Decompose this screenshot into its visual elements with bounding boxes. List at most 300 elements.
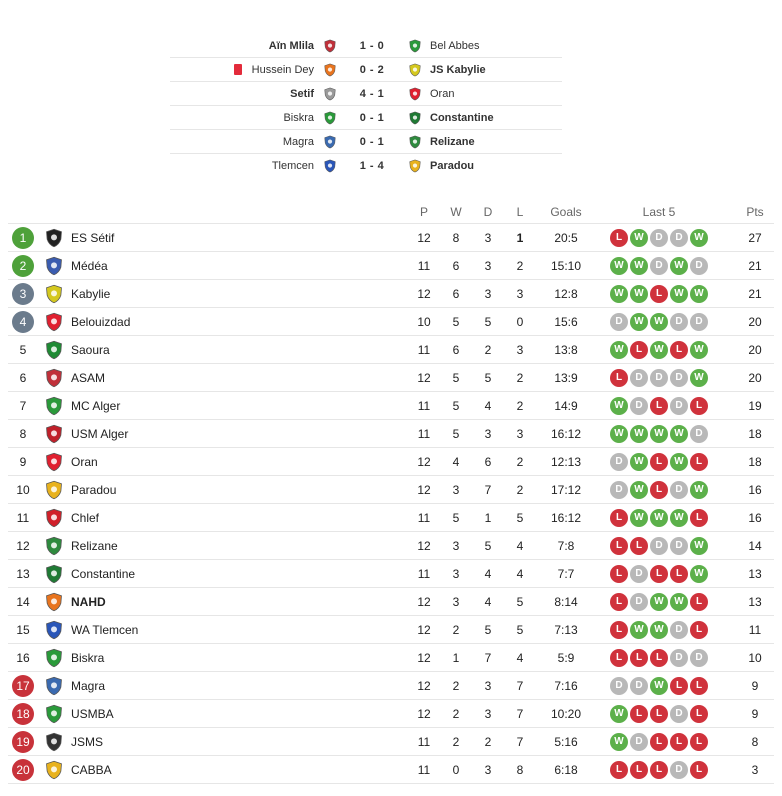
goals-value: 15:6: [554, 314, 578, 329]
position-number: 15: [16, 622, 30, 637]
form-result-badge[interactable]: L: [630, 761, 648, 779]
points-value: 18: [748, 426, 762, 441]
table-row[interactable]: [8, 392, 774, 420]
form-result-badge[interactable]: W: [630, 257, 648, 275]
drawn-count: 3: [484, 426, 492, 441]
away-team-name[interactable]: Constantine: [430, 111, 494, 124]
form-result-badge[interactable]: L: [690, 761, 708, 779]
form-result-badge[interactable]: W: [610, 733, 628, 751]
form-result-badge[interactable]: L: [610, 621, 628, 639]
drawn-count: 7: [484, 482, 492, 497]
position-number: 5: [19, 342, 27, 357]
drawn-count: 3: [484, 706, 492, 721]
form-result-badge[interactable]: D: [690, 425, 708, 443]
team-crest-icon: [38, 732, 70, 752]
team-crest-icon: [38, 620, 70, 640]
away-team-name[interactable]: Paradou: [430, 160, 475, 172]
table-row[interactable]: [8, 756, 774, 784]
won-count: 3: [452, 482, 460, 497]
goals-value: 5:9: [557, 650, 575, 665]
drawn-count: 5: [484, 314, 492, 329]
form-result-badge[interactable]: L: [690, 733, 708, 751]
drawn-count: 2: [484, 734, 492, 749]
match-row[interactable]: [170, 106, 562, 130]
form-result-badge[interactable]: D: [670, 649, 688, 667]
points-value: 20: [748, 342, 762, 357]
header-goals[interactable]: Goals: [550, 204, 582, 219]
team-crest-icon: [38, 648, 70, 668]
form-result-badge[interactable]: L: [690, 677, 708, 695]
team-name[interactable]: Médéa: [71, 258, 108, 273]
position-number: 13: [16, 566, 30, 581]
form-result-badge[interactable]: D: [690, 257, 708, 275]
drawn-count: 4: [484, 398, 492, 413]
form-result-badge[interactable]: D: [630, 397, 648, 415]
table-row[interactable]: [8, 476, 774, 504]
team-name[interactable]: Chlef: [71, 510, 100, 525]
position-number: 8: [19, 426, 27, 441]
lost-count: 2: [516, 258, 524, 273]
goals-value: 7:7: [557, 566, 575, 581]
team-crest-icon: [38, 228, 70, 248]
form-result-badge[interactable]: D: [670, 761, 688, 779]
form-result-badge[interactable]: D: [610, 313, 628, 331]
form-result-badge[interactable]: L: [690, 453, 708, 471]
away-team-name[interactable]: Bel Abbes: [430, 39, 480, 52]
team-name[interactable]: ASAM: [71, 370, 106, 385]
team-name[interactable]: Constantine: [71, 566, 136, 581]
form-result-badge[interactable]: L: [650, 649, 668, 667]
away-team-name[interactable]: JS Kabylie: [430, 63, 486, 76]
table-row[interactable]: [8, 700, 774, 728]
form-result-badge[interactable]: W: [670, 257, 688, 275]
away-team-name[interactable]: Relizane: [430, 135, 475, 148]
form-result-badge[interactable]: D: [670, 369, 688, 387]
lost-count: 4: [516, 538, 524, 553]
won-count: 5: [452, 314, 460, 329]
team-name[interactable]: Relizane: [71, 538, 118, 553]
goals-value: 7:16: [554, 678, 578, 693]
team-name[interactable]: Belouizdad: [71, 314, 131, 329]
match-score[interactable]: 0 - 1: [359, 111, 385, 124]
home-team-crest-icon: [322, 38, 338, 54]
position-number: 7: [19, 398, 27, 413]
form-result-badge[interactable]: D: [630, 369, 648, 387]
drawn-count: 3: [484, 230, 492, 245]
home-team-name: Aïn Mlila: [268, 39, 314, 52]
form-result-badge[interactable]: W: [630, 425, 648, 443]
team-crest-icon: [38, 340, 70, 360]
match-score[interactable]: 1 - 0: [359, 39, 385, 52]
form-result-badge[interactable]: W: [610, 425, 628, 443]
match-row[interactable]: [170, 130, 562, 154]
form-result-badge[interactable]: W: [670, 509, 688, 527]
form-result-badge[interactable]: W: [610, 397, 628, 415]
home-team[interactable]: [170, 40, 314, 52]
team-name[interactable]: Biskra: [71, 650, 105, 665]
form-result-badge[interactable]: D: [670, 313, 688, 331]
drawn-count: 3: [484, 286, 492, 301]
team-crest-icon: [38, 676, 70, 696]
home-team[interactable]: [170, 64, 314, 76]
form-result-badge[interactable]: L: [690, 621, 708, 639]
form-result-badge[interactable]: L: [630, 537, 648, 555]
table-row[interactable]: [8, 504, 774, 532]
form-result-badge[interactable]: L: [650, 285, 668, 303]
away-team-crest-icon: [407, 158, 423, 174]
form-result-badge[interactable]: D: [610, 453, 628, 471]
team-name[interactable]: JSMS: [71, 734, 104, 749]
home-team-crest-icon: [322, 110, 338, 126]
form-result-badge[interactable]: W: [630, 481, 648, 499]
lost-count: 2: [516, 398, 524, 413]
form-result-badge[interactable]: L: [610, 761, 628, 779]
lost-count: 1: [516, 230, 524, 245]
form-result-badge[interactable]: D: [610, 481, 628, 499]
won-count: 6: [452, 258, 460, 273]
away-team-crest-icon: [407, 110, 423, 126]
form-guide: [596, 537, 722, 555]
team-name[interactable]: ES Sétif: [71, 230, 115, 245]
away-team-crest-icon: [407, 38, 423, 54]
team-crest-icon: [38, 704, 70, 724]
played-count: 11: [417, 398, 431, 413]
home-team-name: Tlemcen: [271, 160, 314, 172]
table-row[interactable]: [8, 308, 774, 336]
lost-count: 5: [516, 510, 524, 525]
form-result-badge[interactable]: W: [630, 285, 648, 303]
played-count: 11: [417, 510, 431, 525]
form-result-badge[interactable]: D: [670, 705, 688, 723]
form-result-badge[interactable]: W: [650, 425, 668, 443]
form-guide: [596, 425, 722, 443]
played-count: 11: [417, 566, 431, 581]
form-guide: [596, 733, 722, 751]
goals-value: 16:12: [550, 426, 582, 441]
table-row[interactable]: [8, 644, 774, 672]
home-team[interactable]: [170, 88, 314, 100]
home-team[interactable]: [170, 112, 314, 124]
home-team-name: Setif: [290, 87, 314, 100]
team-name[interactable]: Magra: [71, 678, 106, 693]
form-guide: [596, 621, 722, 639]
form-result-badge[interactable]: W: [690, 565, 708, 583]
points-value: 13: [748, 566, 762, 581]
match-row[interactable]: [170, 82, 562, 106]
form-result-badge[interactable]: W: [650, 509, 668, 527]
home-team-crest-icon: [322, 86, 338, 102]
lost-count: 0: [516, 314, 524, 329]
won-count: 4: [452, 454, 460, 469]
form-result-badge[interactable]: L: [630, 649, 648, 667]
form-result-badge[interactable]: L: [670, 677, 688, 695]
form-result-badge[interactable]: W: [650, 313, 668, 331]
won-count: 5: [452, 370, 460, 385]
form-result-badge[interactable]: L: [610, 509, 628, 527]
team-crest-icon: [38, 480, 70, 500]
match-score[interactable]: 1 - 4: [359, 160, 385, 172]
team-name[interactable]: MC Alger: [71, 398, 121, 413]
points-value: 8: [751, 734, 759, 749]
header-points[interactable]: Pts: [746, 204, 764, 219]
table-row[interactable]: [8, 728, 774, 756]
form-result-badge[interactable]: L: [610, 369, 628, 387]
form-result-badge[interactable]: W: [610, 705, 628, 723]
form-result-badge[interactable]: L: [670, 733, 688, 751]
form-result-badge[interactable]: W: [630, 453, 648, 471]
played-count: 11: [417, 734, 431, 749]
form-result-badge[interactable]: W: [690, 229, 708, 247]
team-crest-icon: [38, 564, 70, 584]
form-result-badge[interactable]: L: [690, 509, 708, 527]
away-team-name[interactable]: Oran: [430, 87, 455, 100]
match-score[interactable]: 4 - 1: [359, 87, 385, 100]
form-result-badge[interactable]: W: [630, 509, 648, 527]
goals-value: 16:12: [550, 510, 582, 525]
team-crest-icon: [38, 256, 70, 276]
table-row[interactable]: [8, 588, 774, 616]
form-result-badge[interactable]: D: [630, 593, 648, 611]
form-result-badge[interactable]: W: [610, 341, 628, 359]
drawn-count: 7: [484, 650, 492, 665]
team-crest-icon: [38, 508, 70, 528]
form-result-badge[interactable]: D: [630, 677, 648, 695]
team-crest-icon: [38, 368, 70, 388]
form-result-badge[interactable]: W: [610, 285, 628, 303]
form-result-badge[interactable]: L: [690, 397, 708, 415]
form-result-badge[interactable]: D: [690, 649, 708, 667]
form-result-badge[interactable]: L: [670, 341, 688, 359]
form-result-badge[interactable]: L: [650, 705, 668, 723]
form-result-badge[interactable]: L: [690, 705, 708, 723]
table-row[interactable]: [8, 280, 774, 308]
position-number: 11: [16, 510, 30, 525]
form-result-badge[interactable]: L: [610, 649, 628, 667]
team-name[interactable]: NAHD: [71, 594, 106, 609]
lost-count: 2: [516, 482, 524, 497]
match-score[interactable]: 0 - 1: [359, 135, 385, 148]
team-crest-icon: [38, 312, 70, 332]
form-result-badge[interactable]: W: [690, 341, 708, 359]
points-value: 16: [748, 482, 762, 497]
position-badge: 2: [12, 255, 34, 277]
played-count: 12: [417, 622, 431, 637]
match-score[interactable]: 0 - 2: [359, 63, 385, 76]
home-team[interactable]: [170, 136, 314, 148]
form-result-badge[interactable]: W: [630, 229, 648, 247]
form-result-badge[interactable]: D: [610, 677, 628, 695]
header-won[interactable]: W: [450, 204, 462, 219]
form-result-badge[interactable]: L: [630, 341, 648, 359]
form-result-badge[interactable]: L: [610, 229, 628, 247]
lost-count: 7: [516, 706, 524, 721]
team-name[interactable]: Saoura: [71, 342, 110, 357]
team-name[interactable]: USM Alger: [71, 426, 129, 441]
drawn-count: 4: [484, 594, 492, 609]
lost-count: 4: [516, 566, 524, 581]
team-name[interactable]: CABBA: [71, 762, 112, 777]
points-value: 13: [748, 594, 762, 609]
form-result-badge[interactable]: D: [670, 621, 688, 639]
form-result-badge[interactable]: W: [650, 593, 668, 611]
form-result-badge[interactable]: W: [630, 313, 648, 331]
standings-header: [8, 200, 774, 224]
won-count: 2: [452, 734, 460, 749]
lost-count: 3: [516, 426, 524, 441]
form-result-badge[interactable]: L: [650, 453, 668, 471]
drawn-count: 3: [484, 678, 492, 693]
lost-count: 5: [516, 622, 524, 637]
played-count: 12: [417, 286, 431, 301]
form-result-badge[interactable]: D: [670, 229, 688, 247]
played-count: 12: [417, 706, 431, 721]
form-result-badge[interactable]: W: [670, 425, 688, 443]
played-count: 10: [417, 314, 431, 329]
home-team-crest-icon: [322, 158, 338, 174]
team-name[interactable]: Kabylie: [71, 286, 111, 301]
goals-value: 8:14: [554, 594, 578, 609]
match-row[interactable]: [170, 58, 562, 82]
table-row[interactable]: [8, 448, 774, 476]
form-guide: [596, 481, 722, 499]
form-result-badge[interactable]: D: [630, 565, 648, 583]
team-crest-icon: [38, 592, 70, 612]
table-row[interactable]: [8, 420, 774, 448]
form-result-badge[interactable]: L: [650, 481, 668, 499]
form-result-badge[interactable]: D: [650, 257, 668, 275]
results-list: [170, 34, 562, 178]
form-result-badge[interactable]: L: [610, 565, 628, 583]
drawn-count: 5: [484, 622, 492, 637]
form-result-badge[interactable]: L: [650, 565, 668, 583]
won-count: 1: [452, 650, 460, 665]
position-badge: 4: [12, 311, 34, 333]
goals-value: 15:10: [550, 258, 582, 273]
lost-count: 4: [516, 650, 524, 665]
position-badge: 1: [12, 227, 34, 249]
form-result-badge[interactable]: D: [650, 229, 668, 247]
team-crest-icon: [38, 760, 70, 780]
form-guide: [596, 229, 722, 247]
goals-value: 6:18: [554, 762, 578, 777]
form-guide: [596, 509, 722, 527]
lost-count: 3: [516, 342, 524, 357]
form-result-badge[interactable]: W: [690, 285, 708, 303]
form-result-badge[interactable]: D: [650, 369, 668, 387]
form-result-badge[interactable]: W: [670, 453, 688, 471]
position-number: 10: [16, 482, 30, 497]
form-result-badge[interactable]: W: [650, 341, 668, 359]
form-guide: [596, 341, 722, 359]
form-result-badge[interactable]: D: [670, 481, 688, 499]
won-count: 5: [452, 426, 460, 441]
form-result-badge[interactable]: D: [670, 397, 688, 415]
form-guide: [596, 285, 722, 303]
form-result-badge[interactable]: W: [650, 677, 668, 695]
header-played[interactable]: P: [419, 204, 428, 219]
points-value: 16: [748, 510, 762, 525]
team-name[interactable]: Paradou: [71, 482, 117, 497]
form-result-badge[interactable]: D: [650, 537, 668, 555]
form-result-badge[interactable]: D: [670, 537, 688, 555]
goals-value: 17:12: [550, 482, 582, 497]
form-guide: [596, 453, 722, 471]
form-result-badge[interactable]: L: [610, 537, 628, 555]
played-count: 12: [417, 594, 431, 609]
form-result-badge[interactable]: W: [690, 369, 708, 387]
played-count: 11: [417, 258, 431, 273]
form-result-badge[interactable]: D: [690, 313, 708, 331]
drawn-count: 4: [484, 566, 492, 581]
lost-count: 7: [516, 734, 524, 749]
won-count: 3: [452, 538, 460, 553]
played-count: 11: [417, 426, 431, 441]
form-result-badge[interactable]: W: [690, 537, 708, 555]
position-number: 6: [19, 370, 27, 385]
header-drawn[interactable]: D: [483, 204, 493, 219]
form-result-badge[interactable]: L: [670, 565, 688, 583]
table-row[interactable]: [8, 672, 774, 700]
played-count: 11: [417, 762, 431, 777]
table-row[interactable]: [8, 252, 774, 280]
team-crest-icon: [38, 284, 70, 304]
position-badge: 20: [12, 759, 34, 781]
team-name[interactable]: USMBA: [71, 706, 114, 721]
won-count: 2: [452, 622, 460, 637]
played-count: 12: [417, 538, 431, 553]
drawn-count: 5: [484, 538, 492, 553]
header-lost[interactable]: L: [516, 204, 524, 219]
form-result-badge[interactable]: L: [650, 733, 668, 751]
table-row[interactable]: [8, 224, 774, 252]
team-name[interactable]: WA Tlemcen: [71, 622, 139, 637]
table-row[interactable]: [8, 532, 774, 560]
table-row[interactable]: [8, 364, 774, 392]
team-name[interactable]: Oran: [71, 454, 98, 469]
goals-value: 13:9: [554, 370, 578, 385]
form-result-badge[interactable]: W: [630, 621, 648, 639]
form-result-badge[interactable]: W: [610, 257, 628, 275]
won-count: 5: [452, 398, 460, 413]
form-result-badge[interactable]: W: [690, 481, 708, 499]
drawn-count: 6: [484, 454, 492, 469]
played-count: 12: [417, 482, 431, 497]
form-result-badge[interactable]: W: [670, 593, 688, 611]
form-result-badge[interactable]: L: [650, 397, 668, 415]
form-result-badge[interactable]: D: [630, 733, 648, 751]
played-count: 12: [417, 230, 431, 245]
form-result-badge[interactable]: L: [690, 593, 708, 611]
match-row[interactable]: [170, 154, 562, 178]
home-team[interactable]: [170, 160, 314, 172]
form-result-badge[interactable]: L: [630, 705, 648, 723]
table-row[interactable]: [8, 560, 774, 588]
form-result-badge[interactable]: L: [650, 761, 668, 779]
position-badge: 17: [12, 675, 34, 697]
played-count: 12: [417, 454, 431, 469]
form-result-badge[interactable]: L: [610, 593, 628, 611]
form-result-badge[interactable]: W: [670, 285, 688, 303]
played-count: 12: [417, 650, 431, 665]
table-row[interactable]: [8, 616, 774, 644]
position-number: 16: [16, 650, 30, 665]
goals-value: 7:13: [554, 622, 578, 637]
form-result-badge[interactable]: W: [650, 621, 668, 639]
match-row[interactable]: [170, 34, 562, 58]
goals-value: 12:13: [550, 454, 582, 469]
drawn-count: 1: [484, 510, 492, 525]
table-row[interactable]: [8, 336, 774, 364]
